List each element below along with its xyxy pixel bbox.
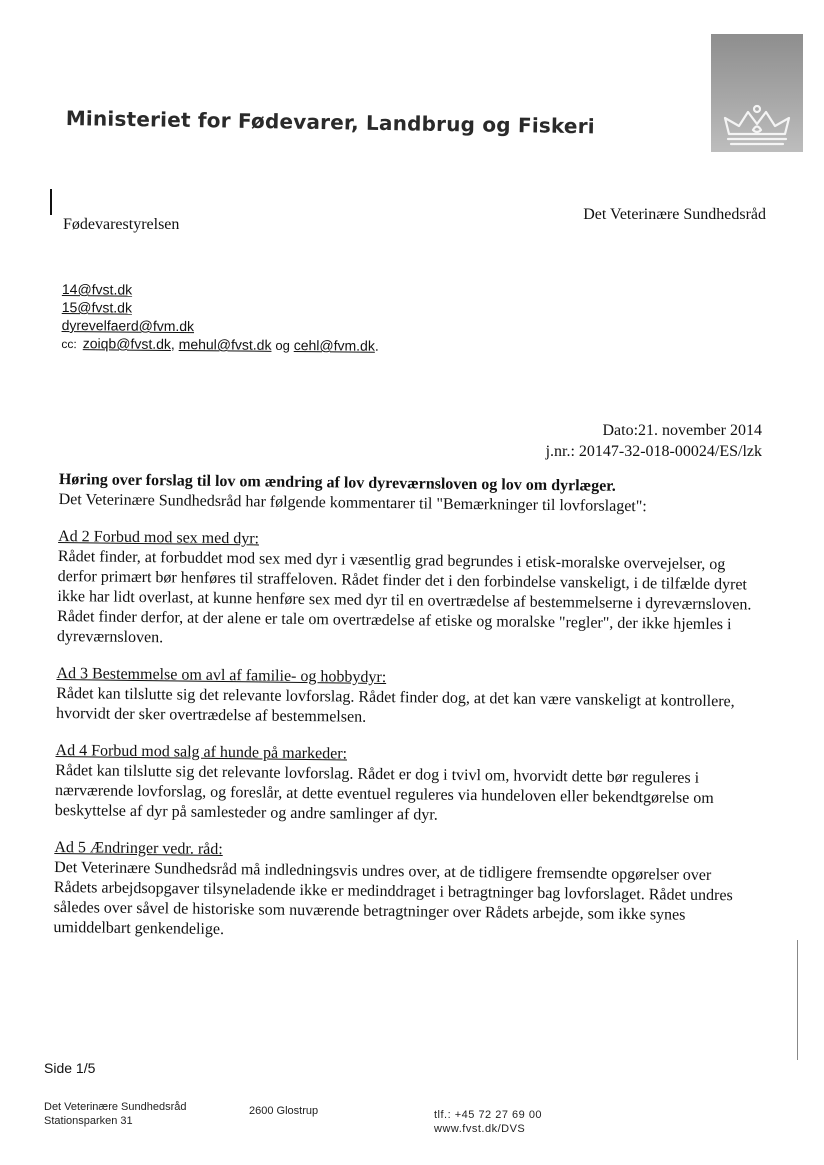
footer-contact: [434, 1108, 542, 1136]
page-number: Side 1/5: [44, 1060, 96, 1076]
email-link[interactable]: 14@fvst.dk: [61, 280, 133, 298]
letter-date: Dato:21. november 2014: [602, 422, 762, 439]
cc-email-link[interactable]: cehl@fvm.dk: [293, 337, 375, 354]
section-text: Rådet kan tilslutte sig det relevante lovforslag. Rådet finder dog, at det kan være vanskeligt at kontrollere, hvorvidt der sker overtrædelse af bestemmelsen.: [55, 684, 735, 726]
ministry-letterhead: Ministeriet for Fødevarer, Landbrug og Fiskeri: [65, 106, 595, 139]
email-link[interactable]: 15@fvst.dk: [61, 298, 133, 316]
recipient-name: Det Veterinære Sundhedsråd: [583, 206, 766, 223]
letter-title: Høring over forslag til lov om ændring af lov dyreværnsloven og lov om dyrlæger.: [58, 470, 616, 495]
section-heading: Ad 2 Forbud mod sex med dyr:: [58, 527, 260, 548]
section: [55, 741, 756, 830]
section: [56, 664, 757, 733]
sender-name: Fødevarestyrelsen: [63, 216, 180, 233]
journal-number: j.nr.: 20147-32-018-00024/ES/lzk: [545, 443, 762, 460]
section-text: Det Veterinære Sundhedsråd må indledningsvis undres over, at de tidligere fremsendte opgørelser over Rådets arbejdsopgaver tilsyneladende ikke er medinddraget i betragtninger bag lovforslaget. Rådet undres således over såvel de historiske som nuværende betragtninger over Rådets arbejde, som ikke synes umiddelbart genkendelige.: [53, 858, 733, 939]
section: [53, 838, 754, 947]
email-list: [61, 280, 379, 356]
section-text: Rådet kan tilslutte sig det relevante lovforslag. Rådet er dog i tvivl om, hvorvidt dette bør reguleres i nærværende lovforslag, og foreslår, at dette eventuel reguleres via hundeloven eller bekendtgørelse om beskyttelse af dyr på samlesteder og andre samlinger af dyr.: [54, 761, 714, 824]
cc-label: cc:: [61, 336, 77, 352]
letter-body: [53, 470, 759, 947]
section-text: Rådet finder, at forbuddet mod sex med dyr i væsentlig grad begrundes i etisk-moralske overvejelser, og derfor primært bør henføres til straffeloven. Rådet finder det i den forbindelse vanskeligt, i de tilfælde dyret ikke har lidt overlast, at kunne henføre sex med dyr til en overtrædelse af bestemmelserne i dyreværnsloven. Rådet finder derfor, at der alene er tale om overtrædelse af etiske og moralske "regler", der ikke hjemles i dyreværnsloven.: [56, 547, 752, 647]
cc-separator: og: [275, 337, 290, 353]
footer-web[interactable]: www.fvst.dk/DVS: [434, 1123, 526, 1135]
margin-mark: [50, 189, 52, 215]
section-heading: Ad 4 Forbud mod salg af hunde på markeder:: [55, 741, 348, 763]
cc-email-link[interactable]: mehul@fvst.dk: [178, 336, 272, 353]
footer-phone: tlf.: +45 72 27 69 00: [434, 1109, 543, 1121]
scan-edge-line: [797, 940, 798, 1060]
email-link[interactable]: dyrevelfaerd@fvm.dk: [61, 316, 195, 335]
footer-address: [44, 1100, 186, 1128]
cc-line: [61, 334, 378, 356]
footer-org: Det Veterinære Sundhedsråd: [44, 1101, 187, 1113]
letter-intro: Det Veterinære Sundhedsråd har følgende kommentarer til "Bemærkninger til lovforslaget":: [58, 490, 647, 516]
date-block: [546, 420, 762, 462]
cc-end: .: [374, 337, 379, 354]
footer-city: 2600 Glostrup: [249, 1105, 319, 1117]
footer-street: Stationsparken 31: [44, 1115, 133, 1127]
section: [57, 527, 758, 656]
cc-separator: ,: [170, 335, 175, 352]
section-heading: Ad 5 Ændringer vedr. råd:: [54, 838, 223, 859]
section-heading: Ad 3 Bestemmelse om avl af familie- og hobbydyr:: [56, 664, 387, 687]
royal-crown-crest-icon: [711, 34, 803, 152]
cc-email-link[interactable]: zoiqb@fvst.dk: [82, 335, 172, 352]
